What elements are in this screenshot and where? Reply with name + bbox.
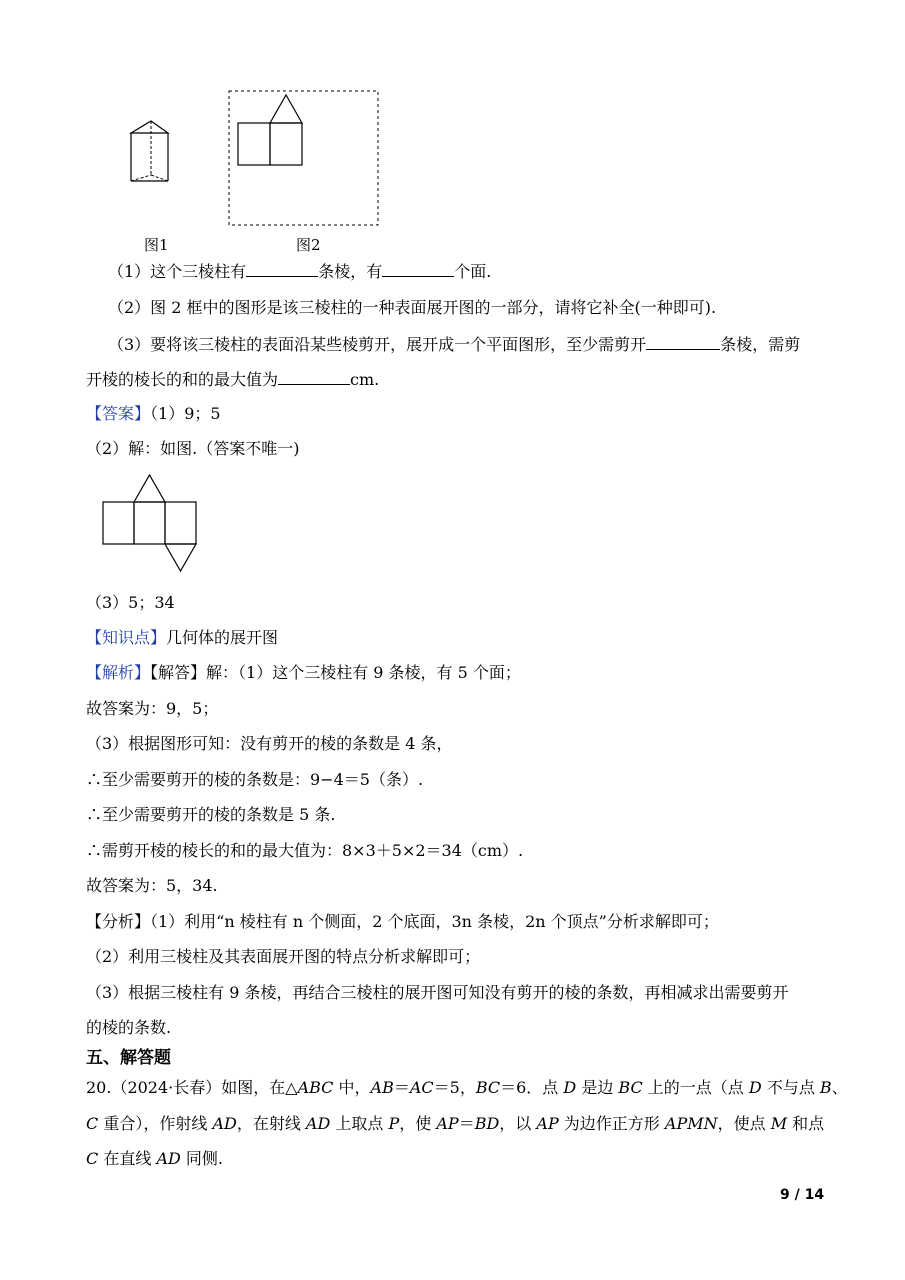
fenxi-line-4: 的棱的条数. <box>86 1018 172 1037</box>
fenxi-line-3: （3）根据三棱柱有 9 条棱，再结合三棱柱的展开图可知没有剪开的棱的条数，再相减求出需要剪开 <box>86 983 789 1002</box>
analysis-line-4: ∴至少需要剪开的棱的条数是：9−4＝5（条）. <box>86 770 424 789</box>
analysis-line-6: ∴需剪开棱的棱长的和的最大值为：8×3＋5×2＝34（cm）. <box>86 841 524 860</box>
figure1-caption: 图1 <box>144 236 169 254</box>
question-2: （2）图 2 框中的图形是该三棱柱的一种表面展开图的一部分，请将它补全(一种即可). <box>108 298 717 317</box>
answer-2: （2）解：如图.（答案不唯一) <box>86 439 300 458</box>
section-heading: 五、解答题 <box>86 1048 171 1068</box>
answer-blank <box>246 260 318 277</box>
question-1: （1）这个三棱柱有 条棱，有 个面. <box>108 262 492 281</box>
page-number: 9 / 14 <box>780 1187 825 1203</box>
answer-tag: 【答案】 <box>86 404 151 423</box>
answer-blank <box>646 333 720 350</box>
figure2-caption: 图2 <box>296 236 321 254</box>
analysis-tag: 【解析】 <box>86 663 151 682</box>
analysis-line-5: ∴至少需要剪开的棱的条数是 5 条. <box>86 805 336 824</box>
analysis-line-3: （3）根据图形可知：没有剪开的棱的条数是 4 条， <box>86 734 453 753</box>
problem-20-line-1: 20.（2024·长春）如图，在△ABC 中，AB＝AC＝5，BC＝6．点 D 是边 BC 上的一点（点 D 不与点 B、 <box>86 1078 848 1097</box>
fenxi-line-1: 【分析】（1）利用“n 棱柱有 n 个侧面，2 个底面，3n 条棱，2n 个顶点”分析求解即可； <box>86 912 719 931</box>
answer-1: 【答案】（1）9；5 <box>86 404 221 423</box>
analysis-line-1: 【解析】【解答】解：（1）这个三棱柱有 9 条棱，有 5 个面； <box>86 663 521 682</box>
question-3: （3）要将该三棱柱的表面沿某些棱剪开，展开成一个平面图形，至少需剪开 条棱，需剪 <box>108 335 801 354</box>
problem-20-line-2: C 重合），作射线 AD，在射线 AD 上取点 P，使 AP＝BD，以 AP 为边作正方形 APMN，使点 M 和点 <box>86 1114 825 1133</box>
knowledge-tag: 【知识点】 <box>86 628 167 647</box>
question-3-cont: 开棱的棱长的和的最大值为 cm. <box>86 370 380 389</box>
answer-3: （3）5；34 <box>86 593 175 612</box>
knowledge-point: 【知识点】几何体的展开图 <box>86 628 279 647</box>
partial-net-figure <box>228 90 380 227</box>
fenxi-line-2: （2）利用三棱柱及其表面展开图的特点分析求解即可； <box>86 947 481 966</box>
analysis-line-7: 故答案为：5，34. <box>86 876 218 895</box>
problem-20-line-3: C 在直线 AD 同侧. <box>86 1149 224 1168</box>
analysis-line-2: 故答案为：9，5； <box>86 699 219 718</box>
answer-blank <box>382 260 454 277</box>
prism-figure <box>125 115 175 187</box>
complete-net-figure <box>100 472 200 576</box>
answer-blank <box>278 368 350 385</box>
